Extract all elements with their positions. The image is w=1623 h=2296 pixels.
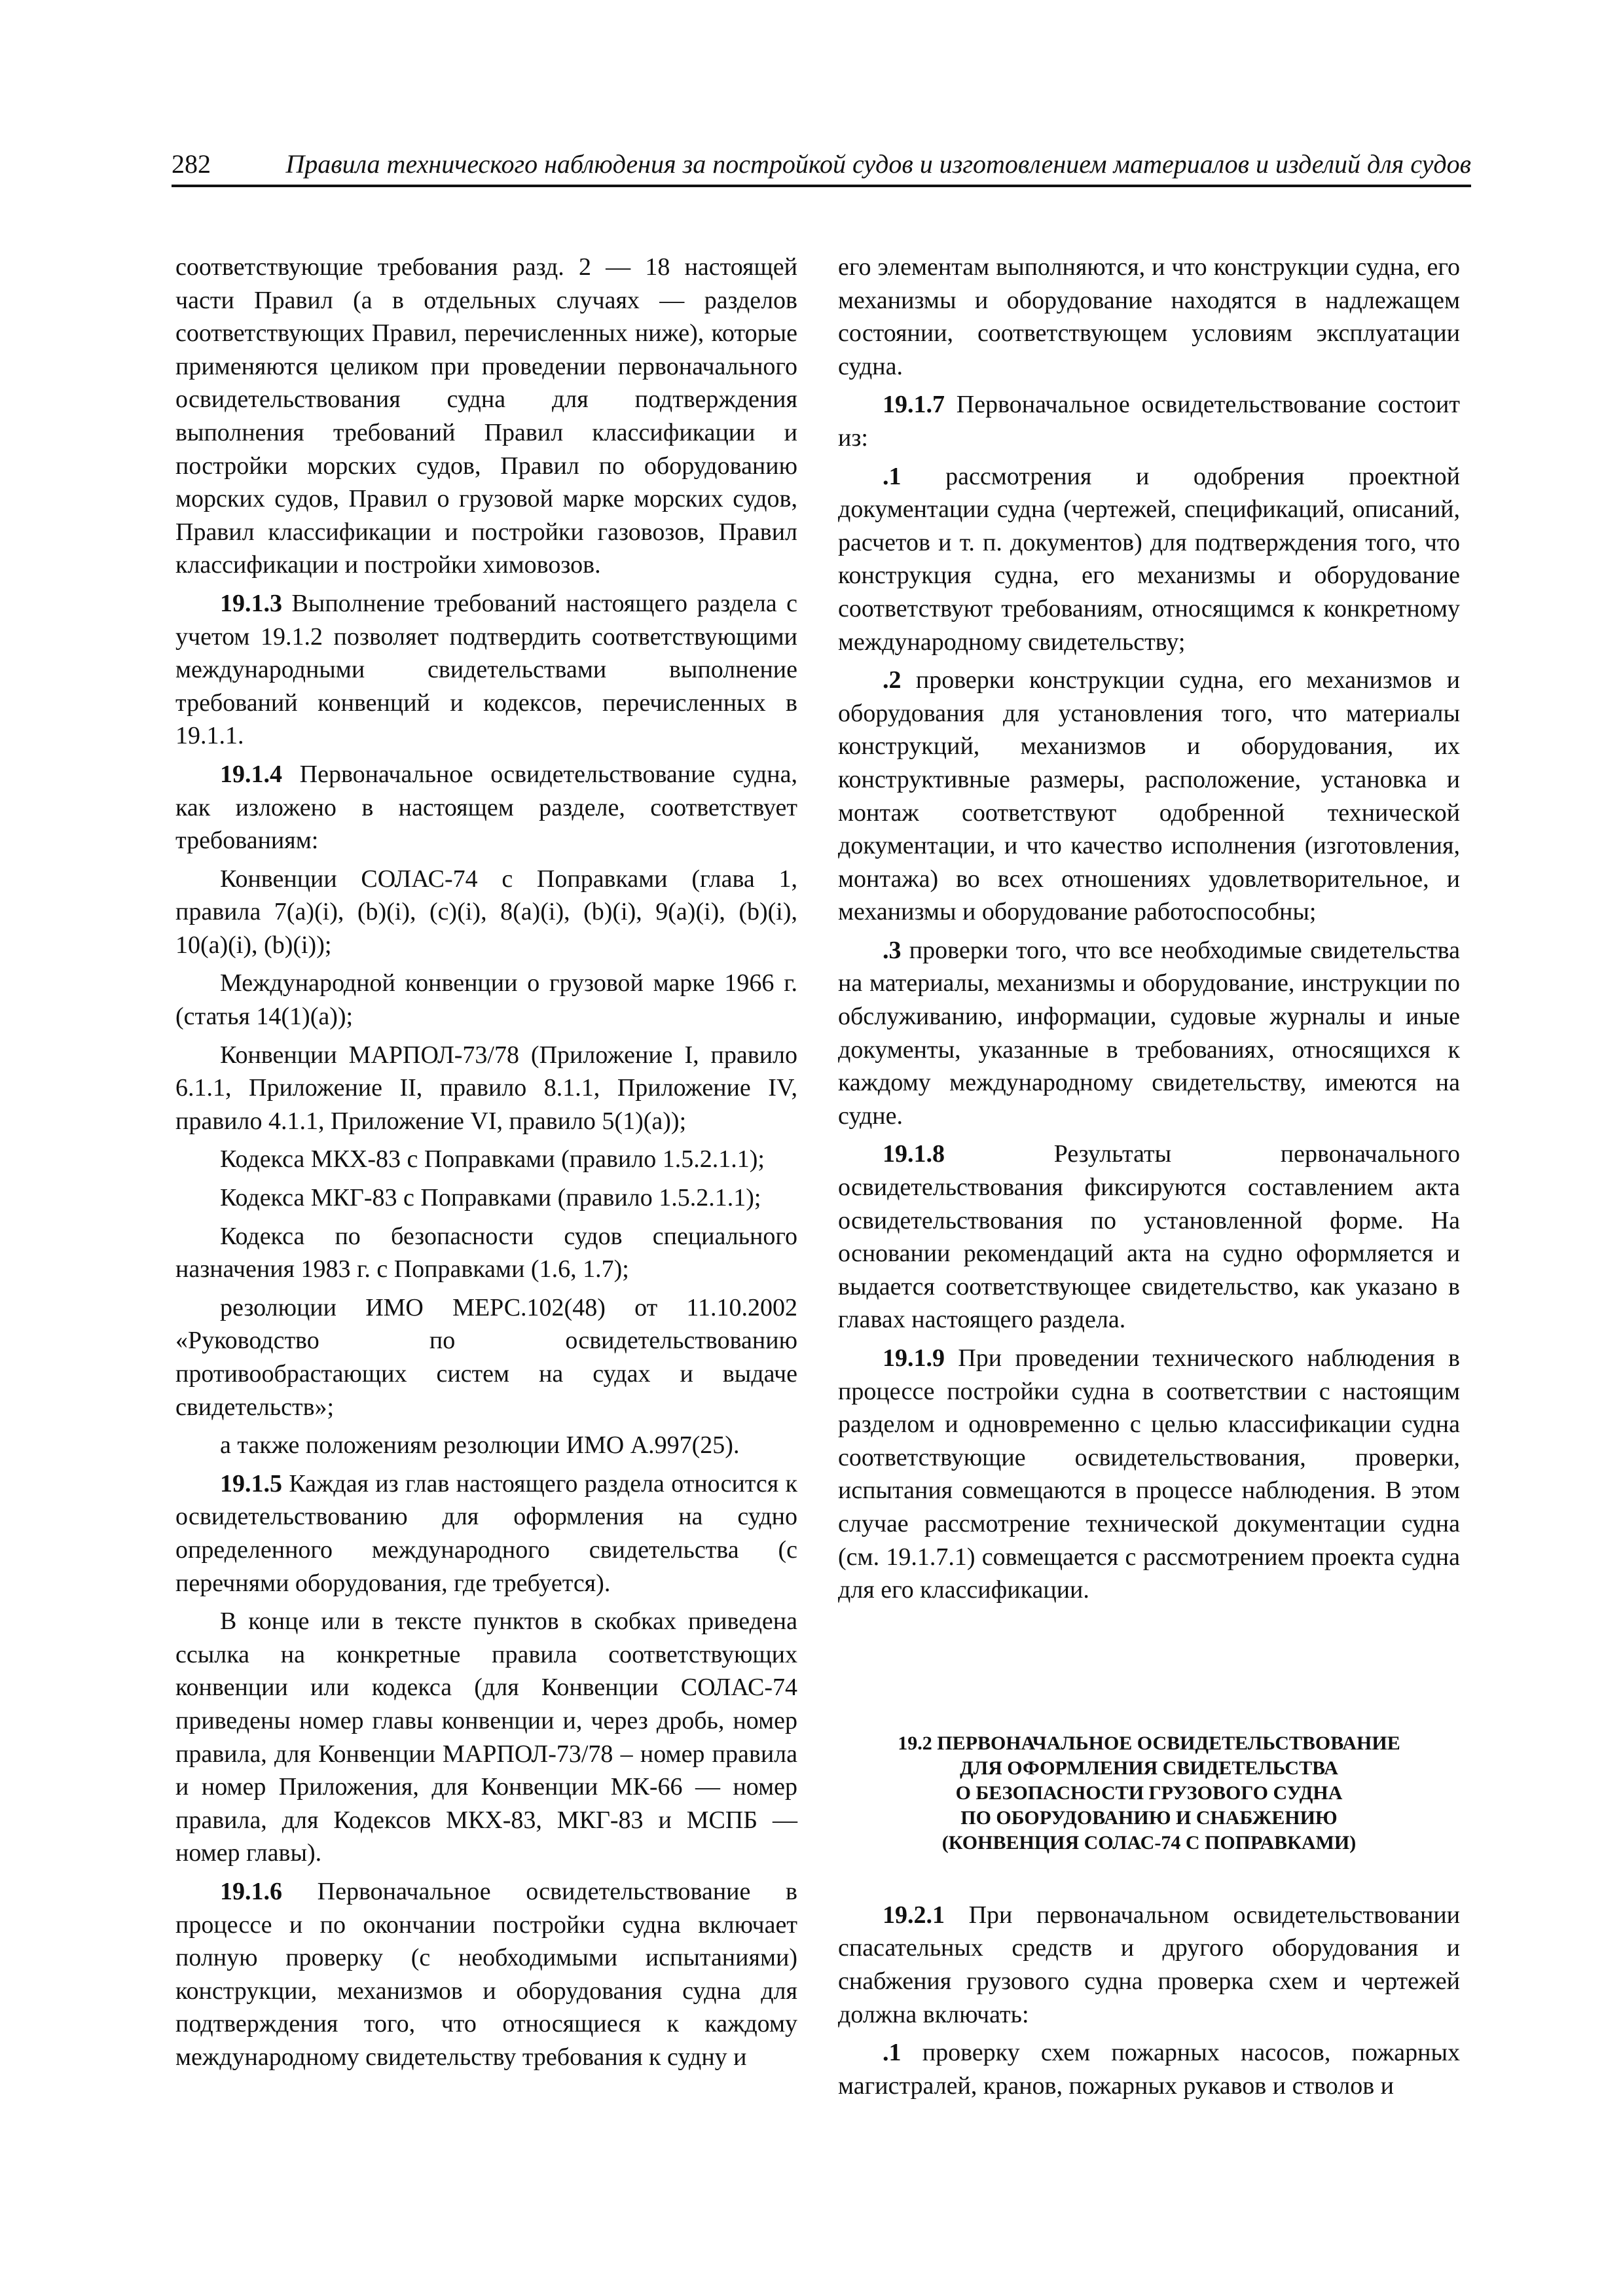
list-item-1: .1 проверку схем пожарных насосов, пожарных магистралей, кранов, пожарных рукавов и стволов и	[838, 2039, 1460, 2100]
clause-number: 19.1.6	[220, 1877, 282, 1905]
page-number: 282	[172, 149, 211, 179]
clause-number: 19.1.4	[220, 760, 282, 788]
clause-number: 19.1.8	[883, 1140, 945, 1168]
paragraph: соответствующие требования разд. 2 — 18 настоящей части Правил (а в отдельных случаях — разделов соответствующих Правил, перечисленных ниже), которые применяются целиком при проведении первоначального освидетельствования судна для подтверждения выполнения требований Правил классификации и постройки морских судов, Правил по оборудованию морских судов, Правил о грузовой марке морских судов, Правил классификации и постройки газовозов, Правил классификации и постройки химовозов.	[175, 253, 797, 579]
item-number: .3	[883, 936, 902, 964]
paragraph-19-1-6: 19.1.6 Первоначальное освидетельствование в процессе и по окончании постройки судна включает полную проверку (с необходимыми испытаниями) конструкции, механизмов и оборудования судна для подтверждения того, что относящиеся к каждому международному свидетельству требования к судну и	[175, 1877, 797, 2071]
list-item: Конвенции МАРПОЛ-73/78 (Приложение I, правило 6.1.1, Приложение II, правило 8.1.1, Приложение IV, правило 4.1.1, Приложение VI, правило 5(1)(a));	[175, 1041, 797, 1135]
paragraph-19-1-3: 19.1.3 Выполнение требований настоящего раздела с учетом 19.1.2 позволяет подтвердить соответствующими международными свидетельствами выполнение требований конвенций и кодексов, перечисленных в 19.1.1.	[175, 589, 797, 750]
list-item: а также положениям резолюции ИМО А.997(25).	[220, 1431, 740, 1460]
list-item-1: .1 рассмотрения и одобрения проектной документации судна (чертежей, спецификаций, описаний, расчетов и т. п. документов) для подтверждения того, что конструкция судна, его механизмы и оборудование соответствуют требованиям, относящимся к конкретному международному свидетельству;	[838, 462, 1460, 656]
list-item: Международной конвенции о грузовой марке 1966 г. (статья 14(1)(a));	[175, 969, 797, 1031]
clause-number: 19.1.7	[883, 391, 945, 419]
list-item-2: .2 проверки конструкции судна, его механизмов и оборудования для установления того, что материалы конструкций, механизмов и оборудования, их конструктивные размеры, расположение, установка и монтаж соответствуют одобренной технической документации, и что качество исполнения (изготовления, монтажа) во всех отношениях удовлетворительное, и механизмы и оборудование работоспособны;	[838, 666, 1460, 926]
paragraph-19-2-1: 19.2.1 При первоначальном освидетельствовании спасательных средств и другого оборудования и снабжения грузового судна проверка схем и чертежей должна включать:	[838, 1901, 1460, 2028]
list-item-3: .3 проверки того, что все необходимые свидетельства на материалы, механизмы и оборудование, инструкции по обслуживанию, информации, судовые журналы и иные документы, указанные в требованиях, относящихся к каждому международному свидетельству, имеются на судне.	[838, 936, 1460, 1130]
left-column	[175, 251, 797, 2079]
list-item: Кодекса МКХ-83 с Поправками (правило 1.5.2.1.1);	[220, 1145, 765, 1174]
item-number: .1	[883, 2039, 902, 2067]
running-title: Правила технического наблюдения за постройкой судов и изготовлением материалов и изделий для судов	[285, 149, 1471, 179]
right-column	[838, 251, 1460, 2108]
item-number: .1	[883, 462, 902, 490]
paragraph-19-1-4: 19.1.4 Первоначальное освидетельствование судна, как изложено в настоящем разделе, соответствует требованиям:	[175, 760, 797, 855]
paragraph: В конце или в тексте пунктов в скобках приведена ссылка на конкретные правила соответствующих конвенции или кодекса (для Конвенции СОЛАС-74 приведены номер главы конвенции и, через дробь, номер правила, для Конвенции МАРПОЛ-73/78 – номер правила и номер Приложения, для Конвенции МК-66 — номер правила, для Кодексов МКХ-83, МКГ-83 и МСПБ — номер главы).	[175, 1607, 797, 1867]
paragraph-19-1-7: 19.1.7 Первоначальное освидетельствование состоит из:	[838, 391, 1460, 452]
paragraph-19-1-5: 19.1.5 Каждая из глав настоящего раздела относится к освидетельствованию для оформления на судно определенного международного свидетельства (с перечнями оборудования, где требуется).	[175, 1469, 797, 1597]
list-item: Кодекса по безопасности судов специального назначения 1983 г. с Поправками (1.6, 1.7);	[175, 1222, 797, 1283]
item-number: .2	[883, 666, 902, 694]
list-item: Конвенции СОЛАС-74 с Поправками (глава 1, правила 7(a)(i), (b)(i), (c)(i), 8(a)(i), (b)(i), 9(a)(i), (b)(i), 10(a)(i), (b)(i));	[175, 865, 797, 959]
list-item: Кодекса МКГ-83 с Поправками (правило 1.5.2.1.1);	[220, 1184, 761, 1212]
paragraph-19-1-8: 19.1.8 Результаты первоначального освидетельствования фиксируются составлением акта освидетельствования по установленной форме. На основании рекомендаций акта на судно оформляется и выдается соответствующее свидетельство, как указано в главах настоящего раздела.	[838, 1140, 1460, 1334]
clause-number: 19.2.1	[883, 1901, 945, 1929]
section-heading-19-2: 19.2 ПЕРВОНАЧАЛЬНОЕ ОСВИДЕТЕЛЬСТВОВАНИЕ ДЛЯ ОФОРМЛЕНИЯ СВИДЕТЕЛЬСТВА О БЕЗОПАСНОСТИ ГРУЗОВОГО СУДНА ПО ОБОРУДОВАНИЮ И СНАБЖЕНИЮ (КОНВЕНЦИЯ СОЛАС-74 С ПОПРАВКАМИ)	[898, 1732, 1400, 1854]
paragraph: его элементам выполняются, и что конструкции судна, его механизмы и оборудование находятся в надлежащем состоянии, соответствующем условиям эксплуатации судна.	[838, 253, 1460, 380]
list-item: резолюции ИМО МЕРС.102(48) от 11.10.2002 «Руководство по освидетельствованию противообрастающих систем на судах и выдаче свидетельств»;	[175, 1293, 797, 1421]
page-header	[172, 145, 1471, 187]
paragraph-19-1-9: 19.1.9 При проведении технического наблюдения в процессе постройки судна в соответствии с настоящим разделом и одновременно с целью классификации судна соответствующие освидетельствования, проверки, испытания совмещаются в процессе наблюдения. В этом случае рассмотрение технической документации судна (см. 19.1.7.1) совмещается с рассмотрением проекта судна для его классификации.	[838, 1344, 1460, 1604]
clause-number: 19.1.5	[220, 1469, 282, 1498]
clause-number: 19.1.9	[883, 1344, 945, 1372]
clause-number: 19.1.3	[220, 589, 282, 617]
